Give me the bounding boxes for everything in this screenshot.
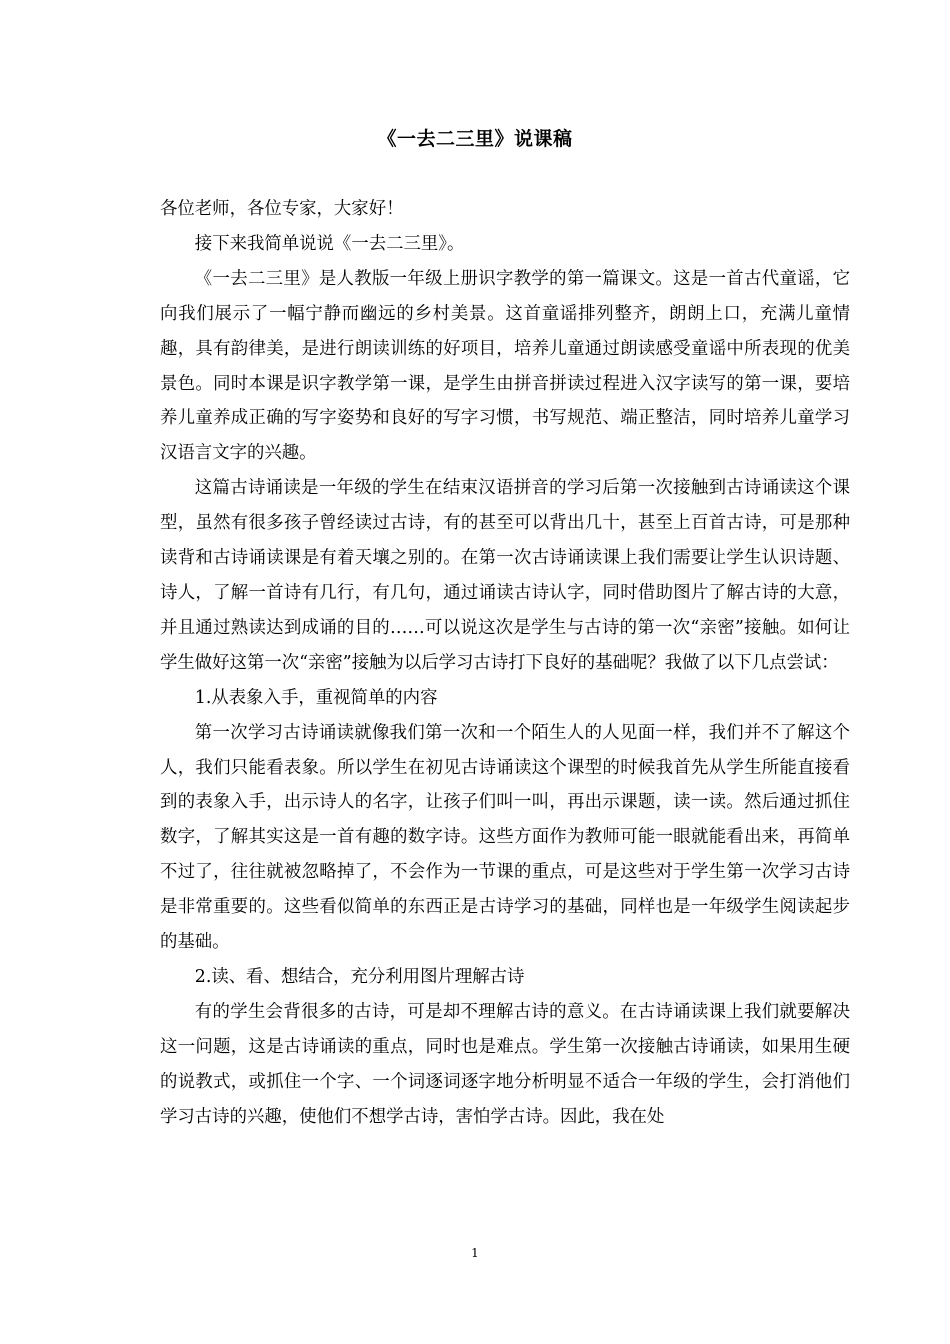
section-1-paragraph: 第一次学习古诗诵读就像我们第一次和一个陌生人的人见面一样，我们并不了解这个人，我们只能看表象。所以学生在初见古诗诵读这个课型的时候我首先从学生所能直接看到的表象入手，出示诗人的名字，让孩子们叫一叫，再出示课题，读一读。然后通过抓住数字，了解其实这是一首有趣的数字诗。这些方面作为教师可能一眼就能看出来，再简单不过了，往往就被忽略掉了，不会作为一节课的重点，可是这些对于学生第一次学习古诗是非常重要的。这些看似简单的东西正是古诗学习的基础，同样也是一年级学生阅读起步的基础。	[160, 722, 850, 953]
page-number: 1	[471, 1246, 479, 1260]
page-title: 《一去二三里》说课稿	[377, 128, 573, 150]
text-overview-paragraph: 《一去二三里》是人教版一年级上册识字教学的第一篇课文。这是一首古代童谣，它向我们展示了一幅宁静而幽远的乡村美景。这首童谣排列整齐，朗朗上口，充满儿童情趣，具有韵律美，是进行朗读训练的好项目，培养儿童通过朗读感受童谣中所表现的优美景色。同时本课是识字教学第一课，是学生由拼音拼读过程进入汉字读写的第一课，要培养儿童养成正确的写字姿势和良好的写字习惯，书写规范、端正整洁，同时培养儿童学习汉语言文字的兴趣。	[160, 268, 850, 464]
section-heading-1: 1.从表象入手，重视简单的内容	[194, 687, 438, 708]
poem-reading-paragraph: 这篇古诗诵读是一年级的学生在结束汉语拼音的学习后第一次接触到古诗诵读这个课型，虽然有很多孩子曾经读过古诗，有的甚至可以背出几十，甚至上百首古诗，可是那种读背和古诗诵读课是有着天壤之别的。在第一次古诗诵读课上我们需要让学生认识诗题、诗人，了解一首诗有几行，有几句，通过诵读古诗认字，同时借助图片了解古诗的大意，并且通过熟读达到成诵的目的……可以说这次是学生与古诗的第一次“亲密”接触。如何让学生做好这第一次“亲密”接触为以后学习古诗打下良好的基础呢？我做了以下几点尝试：	[160, 478, 850, 673]
greeting-paragraph: 各位老师，各位专家，大家好！	[160, 199, 404, 219]
document-body	[160, 192, 850, 1134]
intro-paragraph: 接下来我简单说说《一去二三里》。	[194, 233, 465, 254]
section-heading-2: 2.读、看、想结合，充分利用图片理解古诗	[194, 966, 525, 987]
section-2-paragraph: 有的学生会背很多的古诗，可是却不理解古诗的意义。在古诗诵读课上我们就要解决这一问题，这是古诗诵读的重点，同时也是难点。学生第一次接触古诗诵读，如果用生硬的说教式，或抓住一个字、一个词逐词逐字地分析明显不适合一年级的学生，会打消他们学习古诗的兴趣，使他们不想学古诗，害怕学古诗。因此，我在处	[160, 1001, 850, 1127]
